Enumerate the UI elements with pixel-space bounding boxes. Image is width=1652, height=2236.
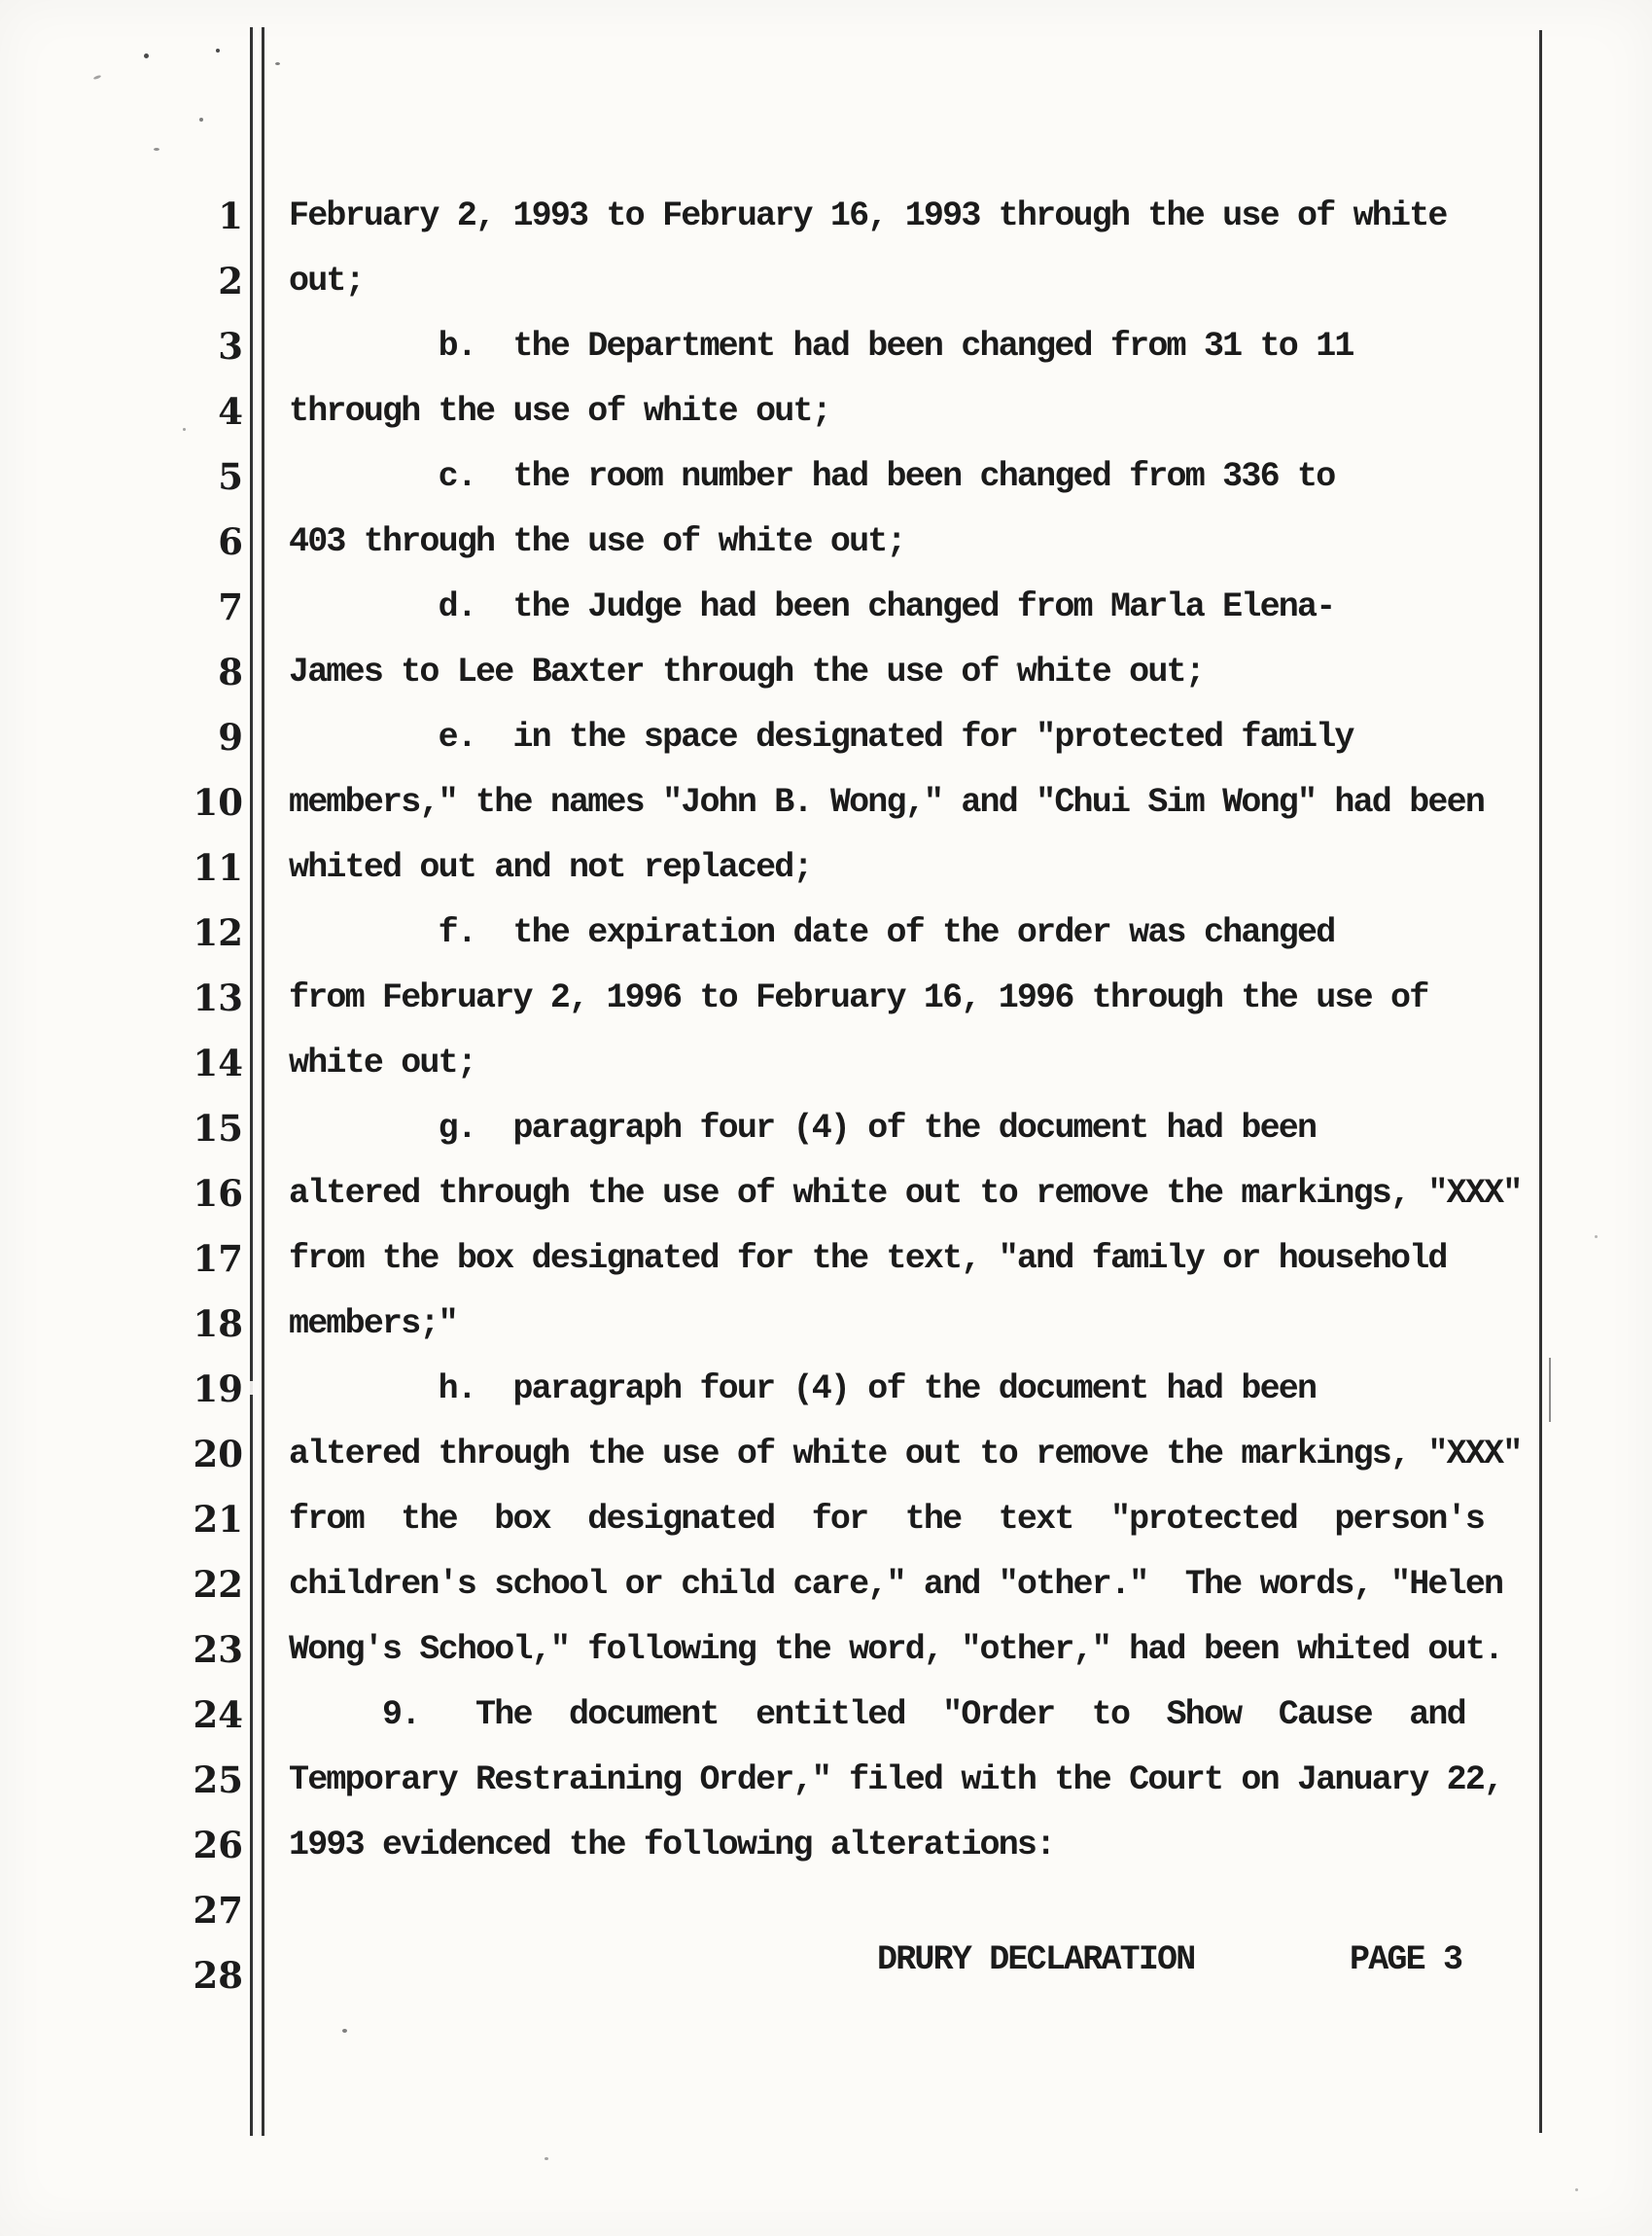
text-line: altered through the use of white out to remove the markings, "XXX" [289, 1435, 1522, 1473]
scan-speck [154, 148, 159, 151]
line-number: 21 [193, 1498, 243, 1541]
line-number: 26 [193, 1824, 243, 1866]
line-number: 12 [193, 911, 243, 954]
line-number: 10 [193, 781, 243, 824]
footer-page-number: PAGE 3 [1350, 1940, 1462, 1979]
line-number: 2 [218, 260, 243, 302]
footer-document-title: DRURY DECLARATION [877, 1940, 1195, 1979]
line-number: 19 [193, 1367, 243, 1410]
text-line: from February 2, 1996 to February 16, 1996 through the use of [289, 978, 1428, 1017]
scan-speck [183, 428, 186, 431]
text-line: g. paragraph four (4) of the document had been [289, 1109, 1317, 1148]
text-line: children's school or child care," and "other." The words, "Helen [289, 1565, 1503, 1604]
text-line: altered through the use of white out to remove the markings, "XXX" [289, 1174, 1522, 1213]
line-number: 7 [218, 586, 243, 628]
scan-speck [342, 2029, 347, 2033]
text-line: h. paragraph four (4) of the document had been [289, 1369, 1317, 1408]
text-line: members;" [289, 1304, 457, 1343]
text-line: Wong's School," following the word, "other," had been whited out. [289, 1630, 1503, 1669]
text-line: from the box designated for the text, "and family or household [289, 1239, 1447, 1278]
scan-speck [1595, 1235, 1598, 1238]
line-number: 20 [193, 1433, 243, 1475]
scan-speck [545, 2157, 548, 2160]
line-number: 9 [218, 716, 243, 759]
line-number: 13 [193, 976, 243, 1019]
text-line: f. the expiration date of the order was changed [289, 913, 1335, 952]
text-line: 403 through the use of white out; [289, 522, 905, 561]
line-number: 14 [193, 1042, 243, 1084]
text-line: from the box designated for the text "protected person's [289, 1500, 1485, 1539]
line-number: 28 [193, 1954, 243, 1997]
text-line: 9. The document entitled "Order to Show Cause and [289, 1695, 1465, 1734]
line-number: 24 [193, 1693, 243, 1736]
right-margin-rule-ghost-segment [1549, 1358, 1551, 1422]
line-number: 17 [193, 1237, 243, 1280]
scan-speck [199, 118, 203, 122]
scan-speck [144, 53, 149, 58]
left-margin-rule-outer [250, 27, 253, 2136]
line-number: 22 [193, 1563, 243, 1606]
text-line: c. the room number had been changed from 336 to [289, 457, 1335, 496]
text-line: February 2, 1993 to February 16, 1993 through the use of white [289, 196, 1447, 235]
text-line: members," the names "John B. Wong," and "Chui Sim Wong" had been [289, 783, 1485, 822]
scan-speck [1016, 663, 1019, 666]
scan-speck [275, 62, 280, 65]
text-line: d. the Judge had been changed from Marla Elena- [289, 587, 1335, 626]
text-line: 1993 evidenced the following alterations: [289, 1826, 1055, 1864]
text-line: e. in the space designated for "protected family [289, 718, 1353, 757]
scan-speck [93, 75, 102, 81]
line-number: 4 [218, 390, 243, 433]
line-number: 27 [193, 1889, 243, 1932]
text-line: James to Lee Baxter through the use of white out; [289, 653, 1204, 692]
line-number: 1 [218, 195, 243, 237]
text-line: through the use of white out; [289, 392, 830, 431]
text-line: whited out and not replaced; [289, 848, 812, 887]
line-number: 15 [193, 1107, 243, 1150]
line-number: 8 [218, 651, 243, 693]
line-number: 23 [193, 1628, 243, 1671]
scan-nick-on-left-rule [245, 1381, 259, 1395]
line-number: 6 [218, 520, 243, 563]
line-number: 11 [193, 846, 243, 889]
text-line: Temporary Restraining Order," filed with the Court on January 22, [289, 1760, 1503, 1799]
text-line: white out; [289, 1044, 476, 1083]
text-line: out; [289, 262, 364, 301]
left-margin-rule-inner [262, 27, 264, 2136]
line-number: 25 [193, 1758, 243, 1801]
scan-speck [216, 49, 220, 53]
line-number: 16 [193, 1172, 243, 1215]
line-number: 3 [218, 325, 243, 368]
line-number: 18 [193, 1302, 243, 1345]
line-number: 5 [218, 455, 243, 498]
scan-speck [1575, 2188, 1578, 2191]
text-line: b. the Department had been changed from 31 to 11 [289, 327, 1353, 366]
